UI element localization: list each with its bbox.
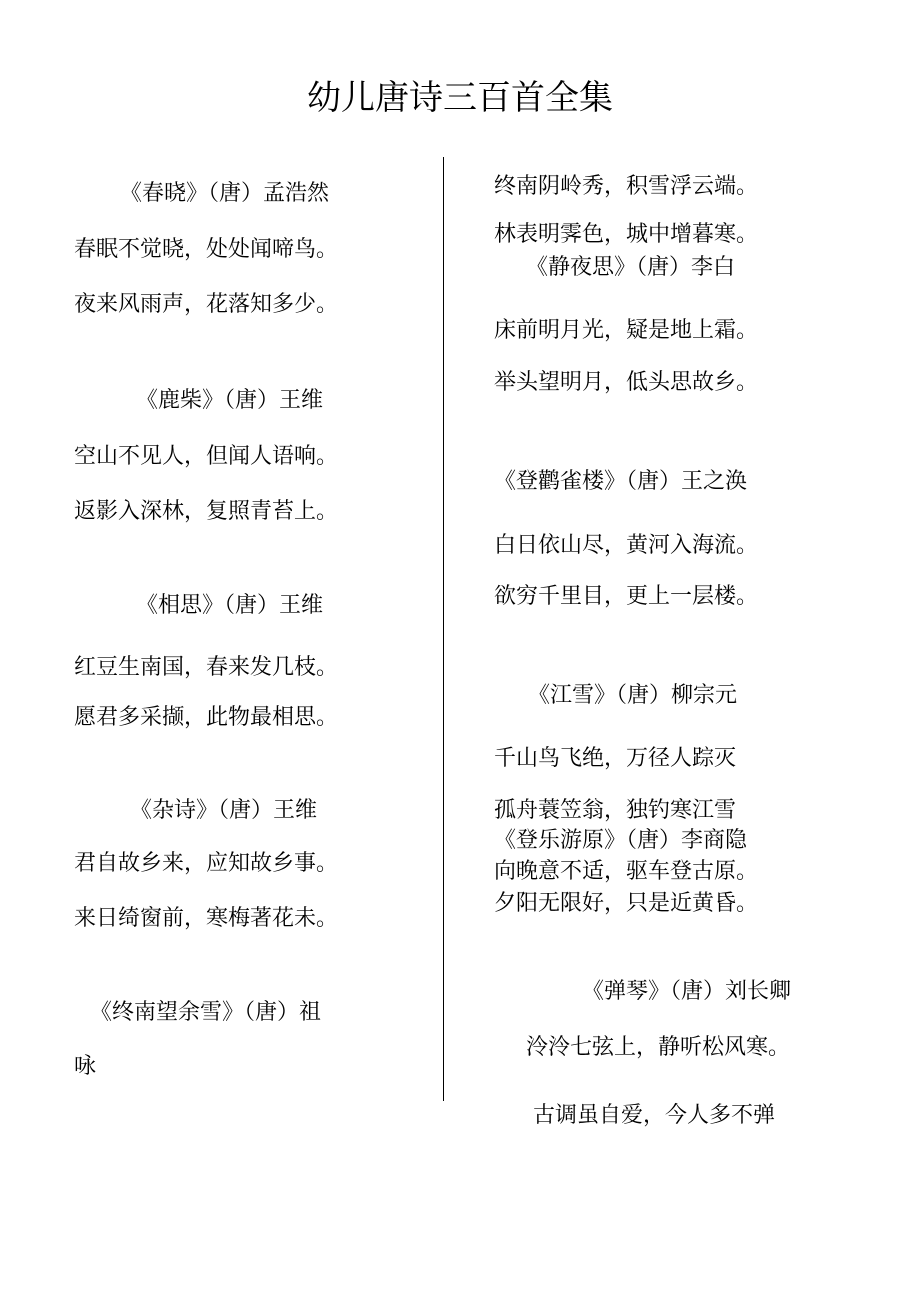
poem-line: 返影入深林，复照青苔上。 — [74, 499, 339, 524]
poem-line: 空山不见人，但闻人语响。 — [74, 444, 339, 469]
poem-heading-dengguanquelou: 《登鹳雀楼》（唐）王之涣 — [494, 469, 748, 494]
poem-line: 来日绮窗前，寒梅著花未。 — [74, 906, 339, 931]
poem-line: 古调虽自爱，今人多不弹 — [533, 1103, 776, 1128]
poem-line: 夜来风雨声，花落知多少。 — [74, 292, 339, 317]
poem-line: 红豆生南国，春来发几枝。 — [74, 655, 339, 680]
poem-line: 林表明霁色，城中增暮寒。 — [494, 222, 759, 247]
poem-line: 愿君多采撷，此物最相思。 — [74, 705, 339, 730]
poem-heading-zashi: 《杂诗》（唐）王维 — [130, 798, 318, 823]
poem-line: 床前明月光，疑是地上霜。 — [494, 318, 759, 343]
poem-line: 泠泠七弦上，静听松风寒。 — [526, 1035, 791, 1060]
poem-line: 春眠不觉晓，处处闻啼鸟。 — [74, 237, 339, 262]
poem-line: 向晚意不适，驱车登古原。 — [494, 859, 759, 884]
poem-heading-author-cont: 咏 — [74, 1054, 97, 1079]
page-title: 幼儿唐诗三百首全集 — [307, 78, 613, 118]
poem-line: 夕阳无限好，只是近黄昏。 — [494, 891, 759, 916]
poem-line: 终南阴岭秀，积雪浮云端。 — [494, 174, 759, 199]
poem-line: 千山鸟飞绝，万径人踪灭 — [494, 746, 737, 771]
poem-heading-zhongnan: 《终南望余雪》（唐）祖 — [90, 1000, 322, 1025]
poem-line: 欲穷千里目，更上一层楼。 — [494, 584, 759, 609]
poem-heading-dengleyouyuan: 《登乐游原》（唐）李商隐 — [494, 828, 748, 853]
column-divider — [443, 157, 444, 1101]
poem-heading-tanqin: 《弹琴》（唐）刘长卿 — [582, 979, 792, 1004]
poem-line: 白日依山尽，黄河入海流。 — [494, 533, 759, 558]
poem-line: 君自故乡来，应知故乡事。 — [74, 851, 339, 876]
poem-heading-jiangxue: 《江雪》（唐）柳宗元 — [528, 683, 738, 708]
poem-heading-chunxiao: 《春晓》（唐）孟浩然 — [120, 181, 330, 206]
poem-line: 举头望明月，低头思故乡。 — [494, 370, 759, 395]
poem-line: 孤舟蓑笠翁，独钓寒江雪 — [494, 798, 737, 823]
poem-heading-jingyesi: 《静夜思》（唐）李白 — [526, 255, 736, 280]
poem-heading-luzhai: 《鹿柴》（唐）王维 — [136, 388, 324, 413]
poem-heading-xiangsi: 《相思》（唐）王维 — [136, 593, 324, 618]
